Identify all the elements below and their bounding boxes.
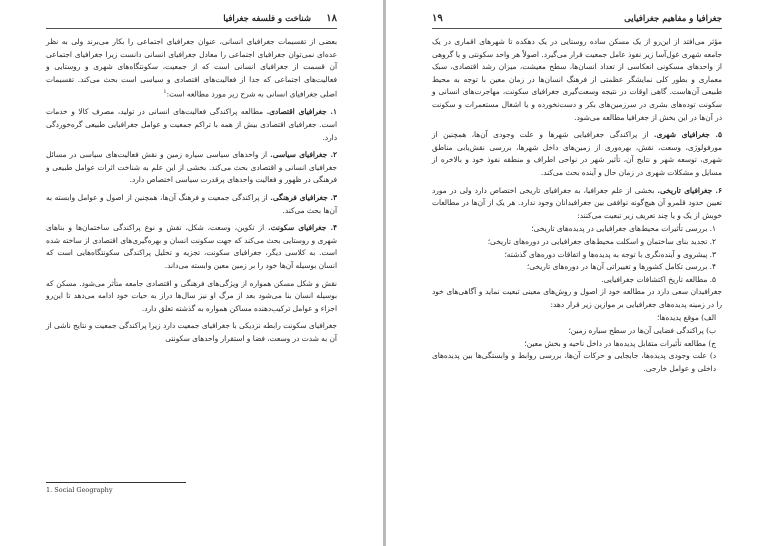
right-page-header: [432, 12, 722, 29]
page-number: ۱۸: [326, 13, 337, 24]
section-heading: ۴. جغرافیای سکونت.: [268, 223, 338, 233]
section-heading: ۱. جغرافیای اقتصادی.: [266, 107, 337, 117]
section-paragraph: [432, 185, 722, 223]
paragraph-text: نقش و شکل مسکن همواره از ویژگی‌های فرهنگی و اقتصادی جامعه متأثر می‌شود. مسکن که بوسیله انسان بنا می‌شود بعد از مرگ او نیز سال‌ها دراز به حیات خود ادامه می‌دهد تا این‌رو اجزاء و عوامل ترکیب‌دهنده مساکن همواره به گذشته تعلق دارد.: [46, 278, 337, 313]
section-text: از تکوین، وسعت، شکل، نقش و نوع پراکندگی ساختمان‌ها و بناهای شهری و روستایی بحث می‌کند که جهت سکونت انسان و بهره‌گیری‌های اقتصادی از ساخته شده است. به کلاسی دیگر، جغرافیای سکونت، تجزیه و تحلیل پراکندگی سکونتگاه‌هایی است که انسان بوسیله آن‌ها خود را بر زمین معین وابسته می‌داند.: [46, 223, 337, 270]
section-text: از پراکندگی جمعیت و فرهنگ آن‌ها، همچنین از اصول و عوامل وابسته به آن‌ها بحث می‌کند.: [46, 193, 337, 215]
paragraph-text: جغرافیای سکونت رابطه نزدیکی با جغرافیای جمعیت دارد زیرا پراکندگی جمعیت و نتایج ناشی از آن به شدت در وسعت، فضا و استقرار واحدهای سکونتی: [46, 321, 337, 343]
section-paragraph: [46, 149, 337, 187]
right-page-body: [432, 36, 722, 506]
running-title: جغرافیا و مفاهیم جغرافیایی: [624, 14, 722, 24]
section-paragraph: [46, 222, 337, 272]
paragraph: [432, 36, 722, 124]
paragraph-text: مؤثر می‌افتد از این‌رو از یک مسکن ساده روستایی در یک دهکده تا شهرهای اقماری در یک جامعه شهری غول‌آسا زیر نفوذ عامل جمعیت قرار می‌گیرد. اصولاً هر واحد سکونتی و یا گروهی از واحدهای مسکونی انعکاسی از تعداد انسان‌ها، سطح معیشت، میزان رشد اقتصادی، سبک معماری و بطور کلی نمایشگر عظمتی از فرهنگ انسان‌ها در زمان معین با توجه به محیط طبیعی آن‌هاست. گاهی اوقات در نتیجه وسعت‌گیری جغرافیای سکونت، مهاجرت‌های انسانی و سکونت توده‌های بشری در سرزمین‌های بکر و دست‌نخورده و یا اشغال مستعمرات و سکونت در آن‌ها در این بخش از جغرافیا مطالعه می‌شود.: [432, 37, 722, 122]
paragraph: [46, 36, 337, 101]
right-page: [386, 0, 768, 546]
sub-list-item: د) علت وجودی پدیده‌ها، جابجایی و حرکات آن‌ها، بررسی روابط و وابستگی‌ها بین پدیده‌های داخلی و عوامل خارجی.: [432, 351, 716, 373]
left-page-body: [46, 36, 337, 506]
section-heading: ۳. جغرافیای فرهنگی.: [270, 193, 338, 202]
section-heading: ۵. جغرافیای شهری.: [653, 130, 722, 140]
sub-list-item: ج) مطالعه تأثیرات متقابل پدیده‌ها در داخل ناحیه و بخش معین؛: [524, 338, 716, 348]
paragraph-text: بعضی از تقسیمات جغرافیای انسانی، عنوان جغرافیای اجتماعی را بکار می‌برند ولی به نظر عده‌ای نمی‌توان جغرافیای اجتماعی را معادل جغرافیای انسانی دانست زیرا جغرافیای اجتماعی آن قسمت از جغرافیای انسانی است که از جمعیت، سکونتگاه‌های شهری و روستایی و فعالیت‌های اجتماعی که جدا از فعالیت‌های اقتصادی و سیاسی است بحث می‌کند. تقسیمات اصلی جغرافیای انسانی به شرح زیر مورد مطالعه است:: [46, 37, 337, 99]
list-item: ۳. پیشروی و آینده‌نگری با توجه به پدیده‌ها و اتفاقات دوره‌های گذشته؛: [504, 249, 716, 259]
paragraph: جغرافیدان سعی دارد در مطالعه خود از اصول و روش‌های معینی تبعیت نماید و آگاهی‌های خود را در زمینه پدیده‌های جغرافیایی بر موازین زیر قرار دهد:: [432, 287, 722, 309]
section-heading: ۶. جغرافیای تاریخی.: [657, 185, 722, 195]
left-page-header: [46, 12, 337, 29]
list-item: ۵. مطالعه تاریخ اکتشافات جغرافیایی.: [601, 274, 716, 284]
list-item: ۱. بررسی تأثیرات محیط‌های جغرافیایی در پدیده‌های تاریخی؛: [531, 224, 716, 234]
sub-list-item: ب) پراکندگی فضایی آن‌ها در سطح سیاره زمین؛: [568, 326, 716, 336]
section-paragraph: [46, 106, 337, 144]
footnote: 1. Social Geography: [46, 482, 186, 494]
section-text: بخشی از علم جغرافیا، به جغرافیای تاریخی اختصاص دارد ولی در مورد تعیین حدود قلمرو آن هیچ‌گونه توافقی بین جغرافیدانان وجود ندارد. هر یک از آن‌ها در مطالعات خویش از یک و یا چند تعریف زیر تبعیت می‌کنند:: [432, 185, 722, 220]
section-heading: ۲. جغرافیای سیاسی.: [270, 150, 337, 160]
running-title: شناخت و فلسفه جغرافیا: [223, 14, 311, 24]
section-text: مطالعه پراکندگی فعالیت‌های انسانی در تولید، مصرف کالا و خدمات است. جغرافیای اقتصادی بیش از همه با تراکم جمعیت و عوامل جغرافیایی طبیعی گره‌خوردگی دارد.: [46, 107, 337, 142]
page-number: ۱۹: [432, 13, 443, 24]
paragraph: [46, 278, 337, 316]
section-text: از پراکندگی جغرافیایی شهرها و علت وجودی آن‌ها، همچنین از مورفولوژی، وسعت، نقش، بهره‌وری از زمین‌های داخل شهرها، بررسی نقش‌یابی مناطق شهری، توسعه شهر و نتایج آن، تأثیر شهر در نواحی اطراف و منطقه نفوذ خود و بالاخره از مسایل و مشکلات شهری در زمان حال و آینده بحث می‌کند.: [432, 130, 722, 177]
section-paragraph: [432, 129, 722, 179]
footnote-reference: 1: [163, 89, 167, 96]
list-item: ۴. بررسی تکامل کشورها و تغییراتی آن‌ها در دوره‌های تاریخی؛: [526, 262, 716, 272]
paragraph: [46, 320, 337, 345]
section-text: از واحدهای سیاسی سیاره زمین و نقش فعالیت‌های سیاسی در مسائل جغرافیای انسانی و اقتصادی بحث می‌کند. بخشی از این علم به شناخت اثرات عوامل طبیعی و فرهنگی در ظهور و فعالیت واحدهای پرقدرت سیاسی اختصاص دارد.: [46, 150, 337, 185]
section-paragraph: [46, 192, 337, 217]
sub-list-item: الف) موقع پدیده‌ها؛: [656, 313, 716, 323]
list-item: ۲. تجدید بنای ساختمان و اسکلت محیط‌های جغرافیایی در دوره‌های تاریخی؛: [487, 236, 716, 246]
left-page: [0, 0, 383, 546]
